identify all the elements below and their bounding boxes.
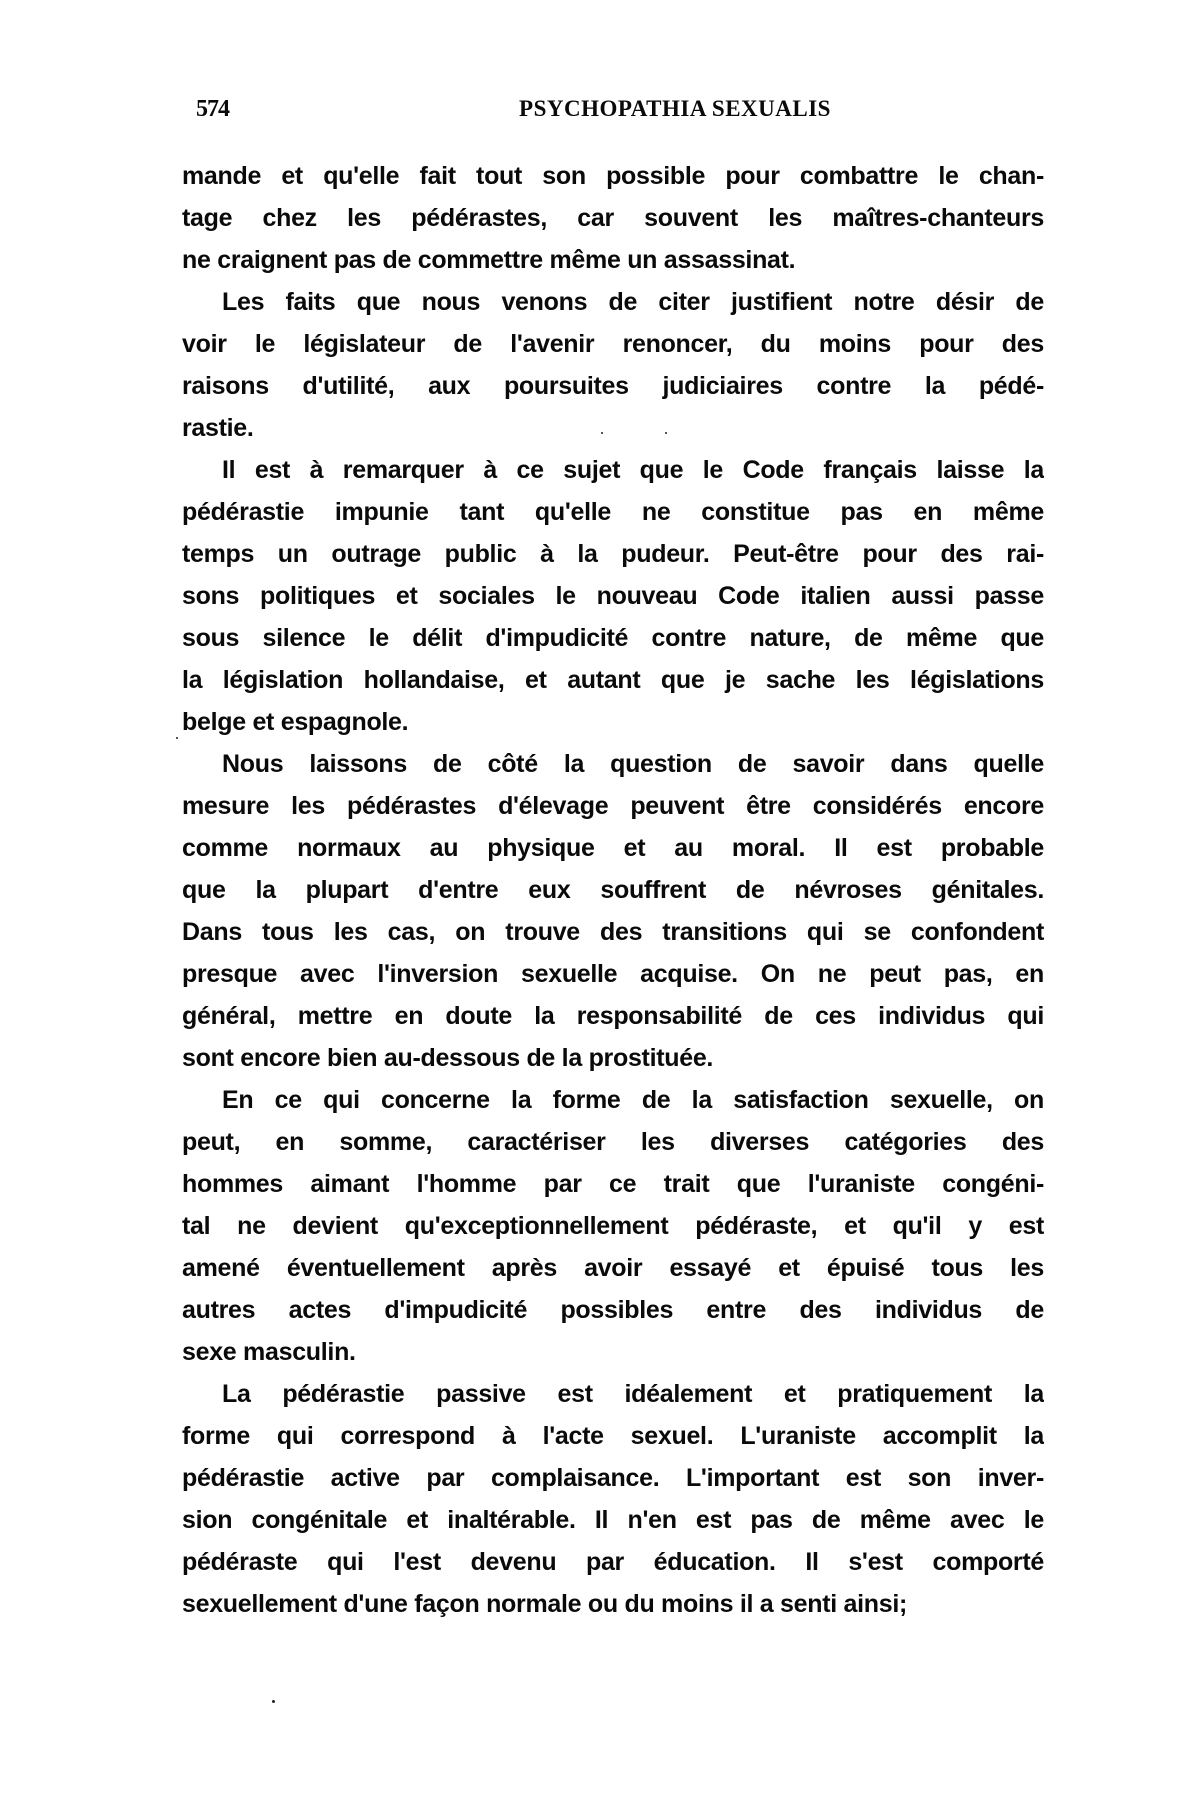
- running-title: PSYCHOPATHIA SEXUALIS: [519, 96, 831, 121]
- text-line: tal ne devient qu'exceptionnellement pédéraste, et qu'il y est: [182, 1212, 1044, 1240]
- text-line: comme normaux au physique et au moral. Il est probable: [182, 834, 1044, 862]
- text-line: hommes aimant l'homme par ce trait que l'uraniste congéni-: [182, 1170, 1044, 1198]
- page-number: 574: [196, 96, 229, 122]
- text-line: Nous laissons de côté la question de savoir dans quelle: [222, 750, 1044, 778]
- text-line: belge et espagnole.: [182, 708, 409, 736]
- text-line: ne craignent pas de commettre même un assassinat.: [182, 246, 796, 274]
- scan-speck: [601, 432, 603, 434]
- paragraph: [182, 1079, 1044, 1373]
- text-line: voir le législateur de l'avenir renoncer, du moins pour des: [182, 330, 1044, 358]
- text-line: général, mettre en doute la responsabilité de ces individus qui: [182, 1002, 1044, 1030]
- text-line: Dans tous les cas, on trouve des transitions qui se confondent: [182, 918, 1044, 946]
- paragraph: [182, 155, 1044, 281]
- text-line: La pédérastie passive est idéalement et pratiquement la: [222, 1380, 1044, 1408]
- text-line: presque avec l'inversion sexuelle acquise. On ne peut pas, en: [182, 960, 1044, 988]
- text-line: tage chez les pédérastes, car souvent les maîtres-chanteurs: [182, 204, 1044, 232]
- text-line: la législation hollandaise, et autant que je sache les législations: [182, 666, 1044, 694]
- paragraph: [182, 281, 1044, 449]
- text-line: autres actes d'impudicité possibles entre des individus de: [182, 1296, 1044, 1324]
- text-line: temps un outrage public à la pudeur. Peut-être pour des rai-: [182, 540, 1044, 568]
- scan-speck: [665, 432, 667, 434]
- text-line: Il est à remarquer à ce sujet que le Code français laisse la: [222, 456, 1044, 484]
- text-line: pédérastie active par complaisance. L'important est son inver-: [182, 1464, 1044, 1492]
- text-line: sous silence le délit d'impudicité contre nature, de même que: [182, 624, 1044, 652]
- text-line: forme qui correspond à l'acte sexuel. L'uraniste accomplit la: [182, 1422, 1044, 1450]
- text-line: sexuellement d'une façon normale ou du moins il a senti ainsi;: [182, 1590, 908, 1618]
- text-line: sexe masculin.: [182, 1338, 356, 1366]
- text-line: Les faits que nous venons de citer justifient notre désir de: [222, 288, 1044, 316]
- paragraph: [182, 449, 1044, 743]
- scan-speck: [176, 737, 178, 739]
- scan-speck: [272, 1700, 275, 1703]
- body-text: [182, 155, 1044, 1625]
- paragraph: [182, 743, 1044, 1079]
- text-line: sons politiques et sociales le nouveau Code italien aussi passe: [182, 582, 1044, 610]
- text-line: mande et qu'elle fait tout son possible pour combattre le chan-: [182, 162, 1044, 190]
- text-line: que la plupart d'entre eux souffrent de névroses génitales.: [182, 876, 1044, 904]
- text-line: pédéraste qui l'est devenu par éducation. Il s'est comporté: [182, 1548, 1044, 1576]
- text-line: sont encore bien au-dessous de la prostituée.: [182, 1044, 714, 1072]
- text-line: raisons d'utilité, aux poursuites judiciaires contre la pédé-: [182, 372, 1044, 400]
- paragraph: [182, 1373, 1044, 1625]
- text-line: rastie.: [182, 414, 254, 442]
- text-line: sion congénitale et inaltérable. Il n'en est pas de même avec le: [182, 1506, 1044, 1534]
- text-line: En ce qui concerne la forme de la satisfaction sexuelle, on: [222, 1086, 1044, 1114]
- text-line: mesure les pédérastes d'élevage peuvent être considérés encore: [182, 792, 1044, 820]
- text-line: amené éventuellement après avoir essayé et épuisé tous les: [182, 1254, 1044, 1282]
- text-line: pédérastie impunie tant qu'elle ne constitue pas en même: [182, 498, 1044, 526]
- text-line: peut, en somme, caractériser les diverses catégories des: [182, 1128, 1044, 1156]
